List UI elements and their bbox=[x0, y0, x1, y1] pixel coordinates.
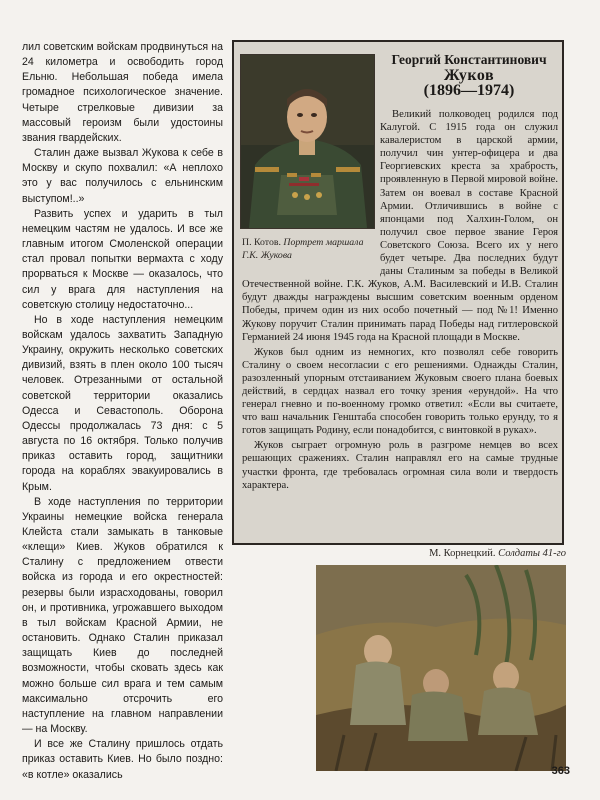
bio-paragraph: Жуков был одним из немногих, кто позволял себе говорить Сталину о своем несогласии с его решениями. Однажды Сталин, разозленный упорным отстаиванием Жуковым своего плана боевых действий, в сердцах назвал его точку зрения «ерундой». На что генерал гневно и по-военному громко ответил: «Если вы считаете, что ваш начальник Генштаба способен говорить только ерунду, то я готов защищать Родину, если понадобится, с винтовкой в руках». bbox=[242, 346, 558, 437]
main-text-column bbox=[22, 40, 223, 783]
paragraph: В ходе наступления по территории Украины немецкие войска генерала Клейста стали замыкать в танковые «клещи» Киев. Жуков обратился к Сталину с предложением отвести войска из города и его окрестностей: резервы были израсходованы, говорил он, и противника, угрожавшего выходом в тыл войскам Красной Армии, не остановить. Однако Сталин приказал защищать Киев до последней возможности, чтобы сковать здесь как можно больше сил врага и тем самым максимально отсрочить его наступление на главном направлении — на Москву. bbox=[22, 495, 223, 736]
bio-first-name: Георгий Константинович bbox=[391, 52, 547, 67]
portrait-caption-author: П. Котов. bbox=[242, 237, 281, 248]
paragraph: Развить успех и ударить в тыл немецким частям не удалось. И все же главным итогом Смоленской операции стал провал попытки вермахта с ходу прорваться к Москве — оказалось, что сил у врага для наступления на советскую столицу недостаточно... bbox=[22, 207, 223, 311]
painting-caption-title: Солдаты 41-го bbox=[498, 548, 566, 559]
portrait-caption-title: Портрет маршала Г.К. Жукова bbox=[242, 237, 364, 261]
bio-surname: Жуков bbox=[443, 66, 495, 84]
painting-caption-author: М. Корнецкий. bbox=[429, 548, 496, 559]
painting-caption bbox=[360, 548, 566, 559]
bio-paragraph: Жуков сыграет огромную роль в разгроме немцев во всех решающих сражениях. Сталин направлял его на самые трудные участки фронта, где требовалась огромная сила воли и твердость характера. bbox=[242, 440, 558, 491]
paragraph: И все же Сталину пришлось отдать приказ оставить Киев. Но было поздно: «в котле» оказались bbox=[22, 738, 223, 781]
painting-image bbox=[316, 565, 566, 771]
bio-text bbox=[242, 108, 558, 494]
page-number: 363 bbox=[551, 765, 570, 777]
paragraph: Сталин даже вызвал Жукова к себе в Москву и скупо похвалил: «А неплохо это у вас получилось с ельнинским выступом!..» bbox=[22, 147, 223, 205]
bio-heading bbox=[380, 52, 558, 99]
paragraph: Но в ходе наступления немецким войскам удалось захватить Западную Украину, окружить несколько советских дивизий, взять в плен около 100 тысяч человек. Отрезанными от остальной советской территории оказались Одесса и Севастополь. Оборона Одессы продолжалась 73 дня: с 5 августа по 16 октября. Только получив приказ оставить город, защитники города на кораблях эвакуировались в Крым. bbox=[22, 313, 223, 493]
paragraph: лил советским войскам продвинуться на 24 километра и освободить город Ельню. Небольшая победа имела громадное психологическое значение. Четыре стрелковые дивизии за массовый героизм были удостоины звания гвардейских. bbox=[22, 41, 223, 144]
bio-years: (1896—1974) bbox=[423, 82, 515, 99]
biography-sidebar bbox=[232, 40, 564, 545]
bio-paragraph: Великий полководец родился под Калугой. С 1915 года он служил кавалеристом в царской армии, получил чин унтер-офицера и два Георгиевских креста за храбрость, проявленную в Первой мировой войне. Затем он воевал в составе Красной Армии. Отличившись в войне с японцами под Халхин-Голом, он получил свое первое звание Героя Советского Союза. Всего их у него будет четыре. Два последних будут даны Сталиным за победы в Великой Отечественной войне. Г.К. Жуков, А.М. Василевский и И.В. Сталин будут дважды награждены высшим советским военным орденом Победы, причем один из них особо почетный — под №1! Именно Жукову поручит Сталин принимать парад Победы над гитлеровской Германией 24 июня 1945 года на Красной площади в Москве. bbox=[242, 109, 558, 343]
